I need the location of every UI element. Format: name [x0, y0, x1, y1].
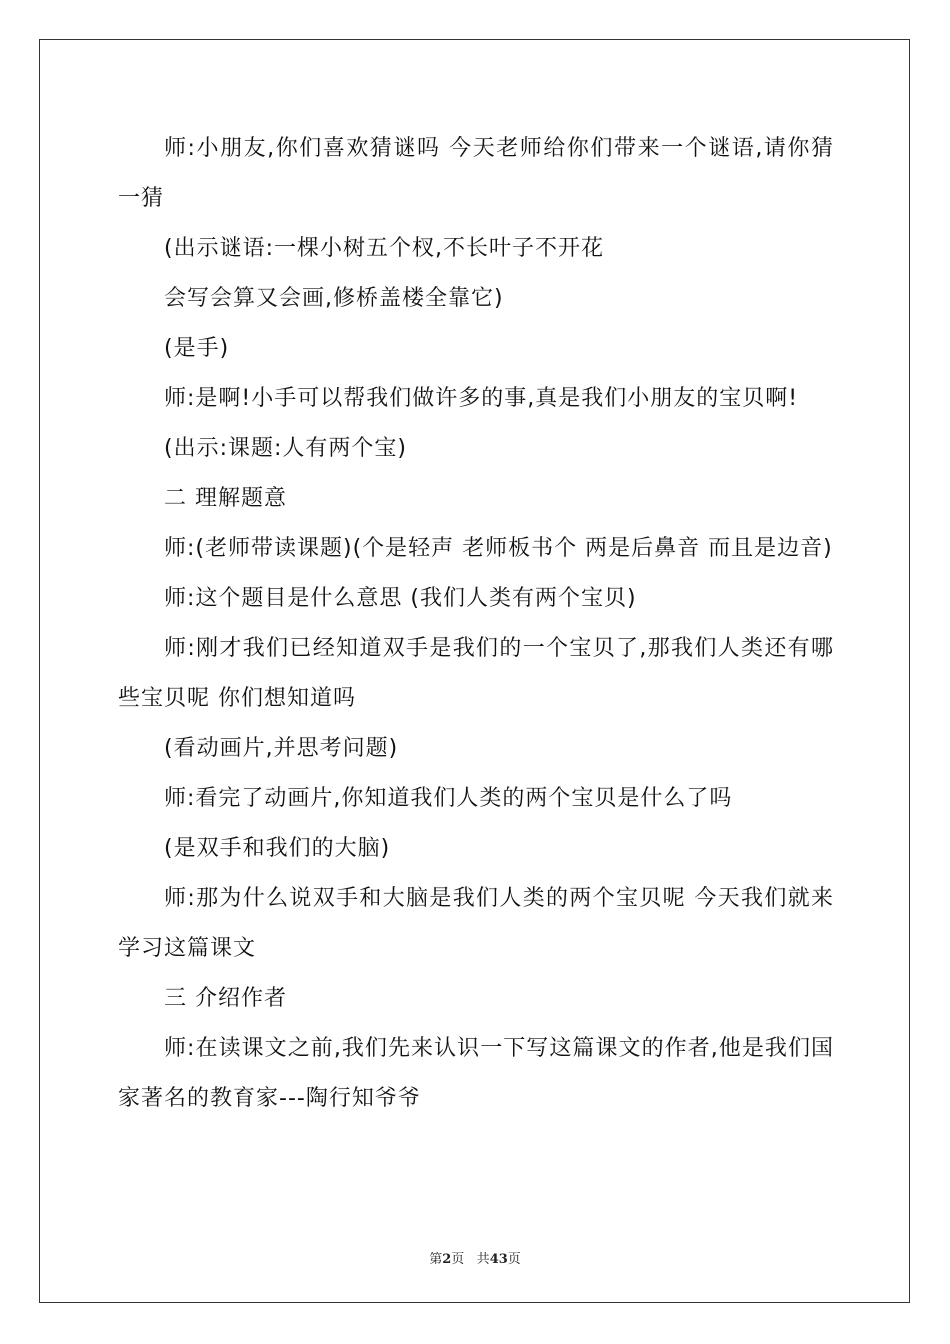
footer-total-suffix: 页	[507, 1252, 521, 1267]
paragraph: (出示谜语:一棵小树五个杈,不长叶子不开花	[164, 236, 604, 261]
paragraph: 师:那为什么说双手和大脑是我们人类的两个宝贝呢 今天我们就来学习这篇课文	[118, 886, 834, 961]
page-number: 2	[442, 1252, 452, 1267]
document-body	[118, 124, 834, 1124]
footer-page-suffix: 页	[451, 1252, 465, 1267]
footer-total-prefix: 共	[476, 1252, 490, 1267]
paragraph: 师:(老师带读课题)(个是轻声 老师板书个 两是后鼻音 而且是边音)	[164, 536, 833, 561]
paragraph: (出示:课题:人有两个宝)	[164, 436, 407, 461]
page-footer	[0, 1248, 950, 1267]
paragraph: 师:看完了动画片,你知道我们人类的两个宝贝是什么了吗	[164, 786, 733, 811]
paragraph: 会写会算又会画,修桥盖楼全靠它)	[164, 286, 504, 311]
paragraph: 师:刚才我们已经知道双手是我们的一个宝贝了,那我们人类还有哪些宝贝呢 你们想知道吗	[118, 636, 834, 711]
footer-prefix: 第	[429, 1252, 443, 1267]
section-heading: 二 理解题意	[164, 486, 287, 511]
paragraph: (看动画片,并思考问题)	[164, 736, 399, 761]
paragraph: (是手)	[164, 336, 230, 361]
section-heading: 三 介绍作者	[164, 986, 287, 1011]
paragraph: 师:小朋友,你们喜欢猜谜吗 今天老师给你们带来一个谜语,请你猜一猜	[118, 136, 834, 211]
paragraph: (是双手和我们的大脑)	[164, 836, 391, 861]
paragraph: 师:是啊!小手可以帮我们做许多的事,真是我们小朋友的宝贝啊!	[164, 386, 799, 411]
paragraph: 师:这个题目是什么意思 (我们人类有两个宝贝)	[164, 586, 637, 611]
total-pages: 43	[489, 1252, 508, 1267]
paragraph: 师:在读课文之前,我们先来认识一下写这篇课文的作者,他是我们国家著名的教育家---陶行知爷爷	[118, 1036, 834, 1111]
